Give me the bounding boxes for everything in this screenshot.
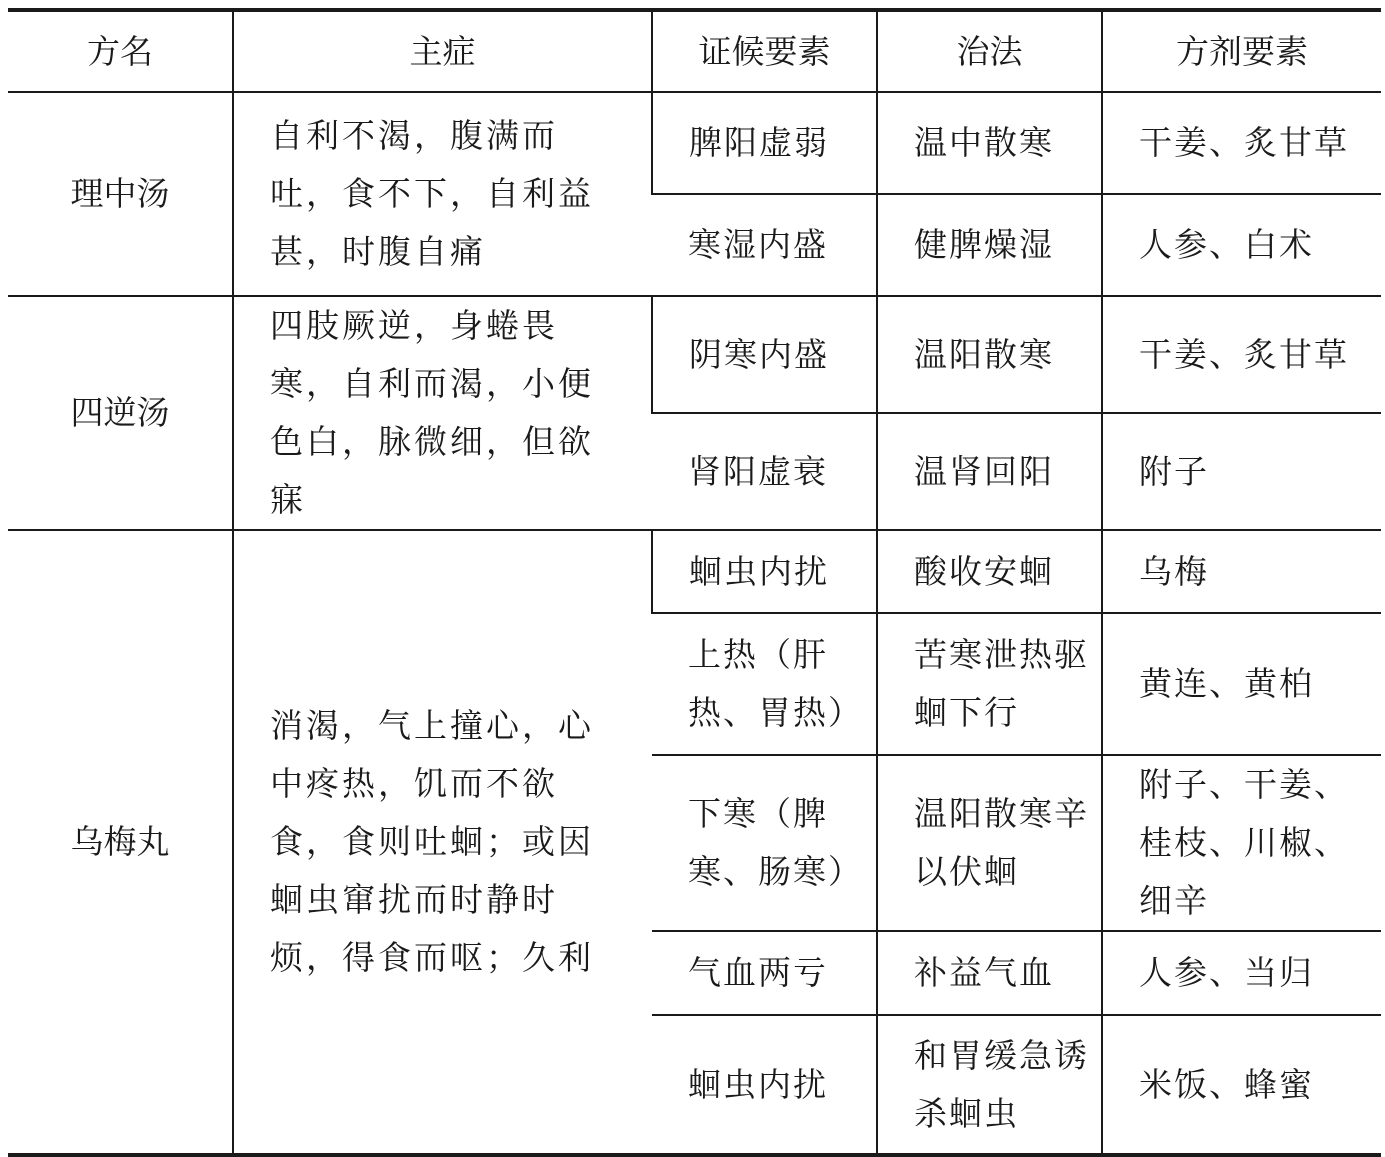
treatment-method: 温阳散寒辛以伏蛔 bbox=[877, 755, 1102, 931]
main-symptoms: 消渴，气上撞心，心中疼热，饥而不欲食，食则吐蛔；或因蛔虫窜扰而时静时烦，得食而呕；久利 bbox=[233, 530, 652, 1155]
syndrome-element: 寒湿内盛 bbox=[652, 194, 877, 296]
table-row bbox=[8, 530, 1381, 613]
header-syndrome-elements: 证候要素 bbox=[652, 10, 877, 92]
table-row bbox=[8, 92, 1381, 194]
main-symptoms: 四肢厥逆，身蜷畏寒，自利而渴，小便色白，脉微细，但欲寐 bbox=[233, 296, 652, 530]
syndrome-element: 阴寒内盛 bbox=[652, 296, 877, 413]
prescription-element: 黄连、黄柏 bbox=[1102, 613, 1381, 755]
main-symptoms: 自利不渴，腹满而吐，食不下，自利益甚，时腹自痛 bbox=[233, 92, 652, 296]
prescription-element: 人参、当归 bbox=[1102, 931, 1381, 1015]
formula-name: 四逆汤 bbox=[8, 296, 233, 530]
syndrome-element: 蛔虫内扰 bbox=[652, 530, 877, 613]
treatment-method: 补益气血 bbox=[877, 931, 1102, 1015]
formula-name: 理中汤 bbox=[8, 92, 233, 296]
treatment-method: 温中散寒 bbox=[877, 92, 1102, 194]
header-row bbox=[8, 10, 1381, 92]
header-prescription-elements: 方剂要素 bbox=[1102, 10, 1381, 92]
prescription-element: 乌梅 bbox=[1102, 530, 1381, 613]
table-row bbox=[8, 296, 1381, 413]
treatment-method: 和胃缓急诱杀蛔虫 bbox=[877, 1015, 1102, 1155]
prescription-element: 干姜、炙甘草 bbox=[1102, 92, 1381, 194]
treatment-method: 酸收安蛔 bbox=[877, 530, 1102, 613]
treatment-method: 苦寒泄热驱蛔下行 bbox=[877, 613, 1102, 755]
prescription-table bbox=[8, 8, 1381, 1157]
prescription-element: 附子、干姜、桂枝、川椒、细辛 bbox=[1102, 755, 1381, 931]
header-treatment-method: 治法 bbox=[877, 10, 1102, 92]
syndrome-element: 下寒（脾寒、肠寒） bbox=[652, 755, 877, 931]
header-formula-name: 方名 bbox=[87, 31, 153, 71]
treatment-method: 温肾回阳 bbox=[877, 413, 1102, 530]
prescription-element: 附子 bbox=[1102, 413, 1381, 530]
syndrome-element: 蛔虫内扰 bbox=[652, 1015, 877, 1155]
header-main-symptoms: 主症 bbox=[233, 10, 652, 92]
syndrome-element: 气血两亏 bbox=[652, 931, 877, 1015]
formula-name: 乌梅丸 bbox=[8, 530, 233, 1155]
treatment-method: 健脾燥湿 bbox=[877, 194, 1102, 296]
prescription-element: 米饭、蜂蜜 bbox=[1102, 1015, 1381, 1155]
prescription-element: 人参、白术 bbox=[1102, 194, 1381, 296]
syndrome-element: 上热（肝热、胃热） bbox=[652, 613, 877, 755]
syndrome-element: 脾阳虚弱 bbox=[652, 92, 877, 194]
treatment-method: 温阳散寒 bbox=[877, 296, 1102, 413]
syndrome-element: 肾阳虚衰 bbox=[652, 413, 877, 530]
prescription-element: 干姜、炙甘草 bbox=[1102, 296, 1381, 413]
